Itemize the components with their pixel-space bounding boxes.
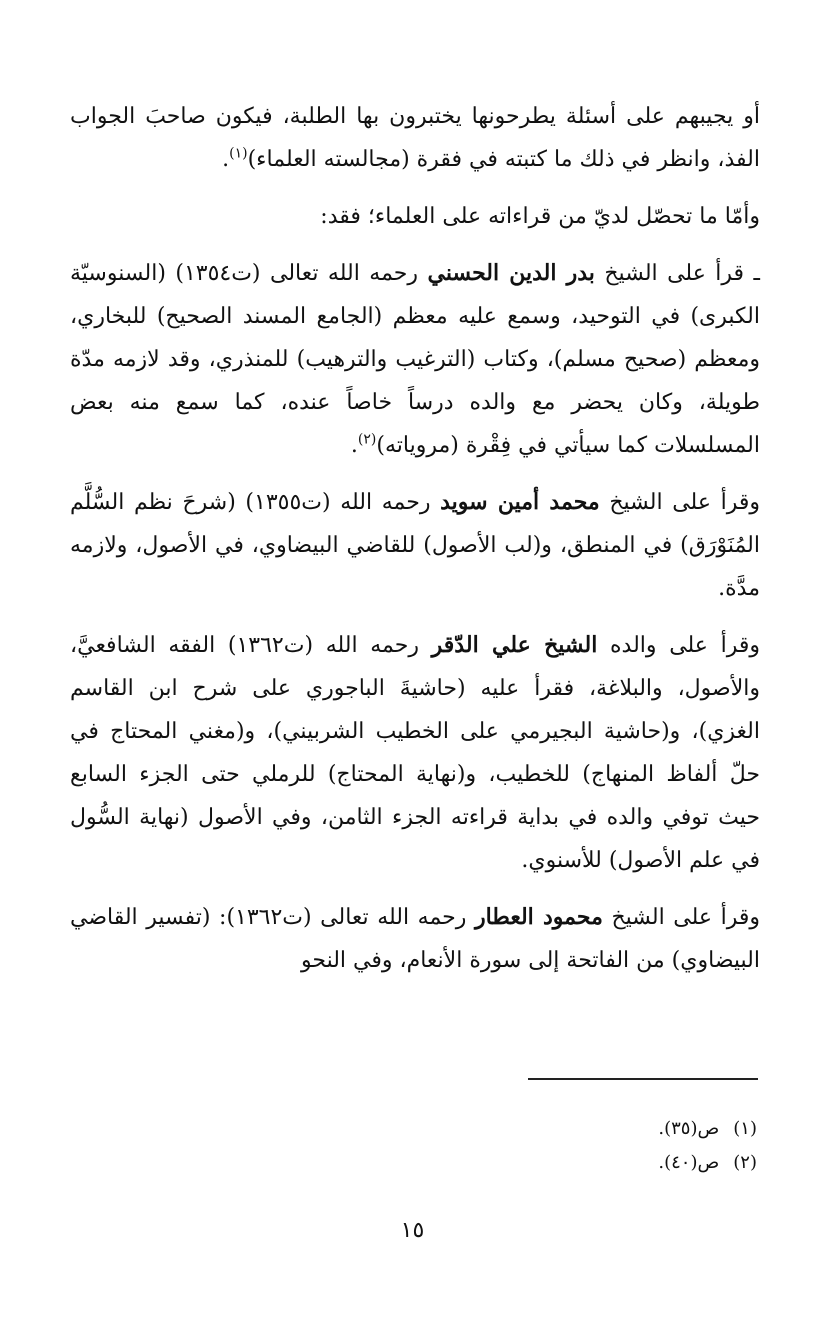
paragraph-2 bbox=[70, 195, 760, 238]
text-segment: أو يجيبهم على أسئلة يطرحونها يختبرون بها الطلبة، فيكون صاحبَ الجواب الفذ، وانظر في ذلك ما كتبته في فقرة (مجالسته العلماء) bbox=[70, 104, 760, 172]
footnote-text: ص(٣٥). bbox=[658, 1118, 720, 1139]
text-segment: . bbox=[350, 433, 358, 458]
text-segment: رحمه الله تعالى (ت١٣٦٢): (تفسير القاضي البيضاوي) من الفاتحة إلى سورة الأنعام، وفي النحو bbox=[70, 905, 760, 973]
footnote-item bbox=[357, 1112, 757, 1146]
paragraph-5 bbox=[70, 624, 760, 882]
footnote-number: (١) bbox=[733, 1118, 757, 1139]
text-segment: وقرأ على الشيخ bbox=[599, 490, 760, 515]
footnote-number: (٢) bbox=[733, 1152, 757, 1173]
page-body bbox=[70, 95, 760, 996]
bold-name: الشيخ علي الدّقر bbox=[431, 632, 598, 658]
footnote-separator bbox=[528, 1078, 758, 1080]
text-segment: ـ قرأ على الشيخ bbox=[594, 261, 760, 286]
footnote-item bbox=[357, 1146, 757, 1180]
paragraph-3 bbox=[70, 252, 760, 467]
paragraph-1 bbox=[70, 95, 760, 181]
paragraph-6 bbox=[70, 896, 760, 982]
footnote-ref: (٢) bbox=[357, 431, 377, 448]
text-segment: وقرأ على الشيخ bbox=[602, 905, 760, 930]
text-segment: رحمه الله (ت١٣٦٢) الفقه الشافعيَّ، والأصول، والبلاغة، فقرأ عليه (حاشيةَ الباجوري على شرح ابن القاسم الغزي)، و(حاشية البجيرمي على الخطيب الشربيني)، و(مغني المحتاج في حلّ ألفاظ المنهاج) للخطيب، و(نهاية المحتاج) للرملي حتى الجزء السابع حيث توفي والده في بداية قراءته الجزء الثامن، وفي الأصول (نهاية السُّول في علم الأصول) للأسنوي. bbox=[70, 633, 760, 873]
footnote-ref: (١) bbox=[229, 145, 248, 162]
bold-name: محمود العطار bbox=[474, 904, 603, 930]
bold-name: بدر الدين الحسني bbox=[427, 260, 595, 286]
footnote-text: ص(٤٠). bbox=[658, 1152, 720, 1173]
bold-name: محمد أمين سويد bbox=[440, 489, 600, 515]
text-segment: رحمه الله تعالى (ت١٣٥٤) (السنوسيّة الكبرى) في التوحيد، وسمع عليه معظم (الجامع المسند الصحيح) للبخاري، ومعظم (صحيح مسلم)، وكتاب (الترغيب والترهيب) للمنذري، وقد لازمه مدّة طويلة، وكان يحضر مع والده درساً خاصاً عنده، كما سمع منه بعض المسلسلات كما سيأتي في فِقْرة (مروياته) bbox=[70, 261, 760, 458]
text-segment: وقرأ على والده bbox=[597, 633, 760, 658]
text-segment: وأمّا ما تحصّل لديّ من قراءاته على العلماء؛ فقد: bbox=[320, 204, 760, 229]
page-number: ١٥ bbox=[400, 1218, 425, 1243]
text-segment: . bbox=[222, 147, 230, 172]
paragraph-4 bbox=[70, 481, 760, 610]
footnotes bbox=[357, 1112, 757, 1180]
text-segment: رحمه الله (ت١٣٥٥) (شرحَ نظم السُّلَّم المُنَوْرَق) في المنطق، و(لب الأصول) للقاضي البيضاوي، في الأصول، ولازمه مدَّة. bbox=[70, 490, 760, 601]
